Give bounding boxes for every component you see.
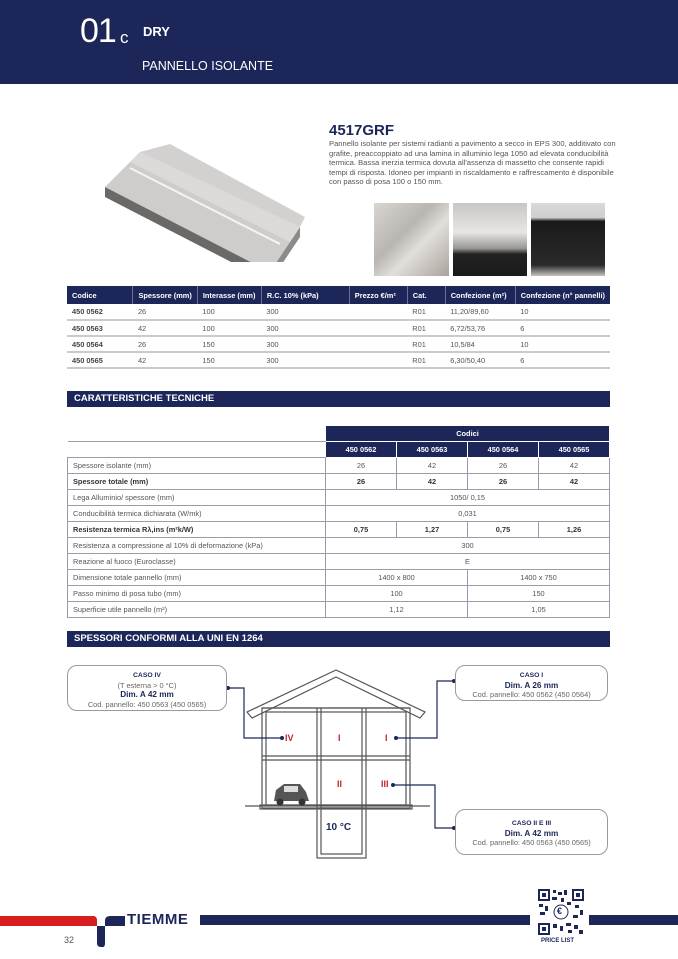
callout-codes: Cod. pannello: 450 0563 (450 0565) — [472, 838, 591, 847]
cell: 6 — [515, 352, 610, 368]
callout-note: (T esterna > 0 °C) — [117, 680, 177, 690]
price-table — [67, 286, 610, 369]
callout-title: CASO I — [519, 672, 544, 679]
product-photo-detail-1 — [374, 203, 449, 276]
cell: 300 — [261, 304, 349, 320]
spec-label: Spessore isolante (mm) — [68, 458, 326, 474]
section-number: 01 — [80, 12, 116, 50]
spec-value: 26 — [326, 458, 397, 474]
cell: 26 — [133, 336, 197, 352]
cell: 450 0563 — [67, 320, 133, 336]
footer-blue-stripe — [200, 915, 530, 925]
spec-label: Superficie utile pannello (m²) — [68, 602, 326, 618]
room-label-iv: IV — [285, 733, 294, 743]
spec-value: 1050/ 0,15 — [326, 490, 610, 506]
col-header: Confezione (m²) — [445, 286, 515, 304]
callout-dimension: Dim. A 26 mm — [504, 680, 559, 690]
qr-label: PRICE LIST — [541, 938, 575, 944]
spec-label: Reazione al fuoco (Euroclasse) — [68, 554, 326, 570]
cell: 450 0564 — [67, 336, 133, 352]
cell: 300 — [261, 352, 349, 368]
code-header: 450 0564 — [468, 442, 539, 458]
code-header: 450 0563 — [397, 442, 468, 458]
spec-value: 42 — [539, 458, 610, 474]
cell: 100 — [197, 304, 261, 320]
room-label-i: I — [338, 733, 341, 743]
page-title: PANNELLO ISOLANTE — [142, 59, 274, 73]
col-header: Confezione (n° pannelli) — [515, 286, 610, 304]
cell: 150 — [197, 336, 261, 352]
spec-row — [68, 554, 610, 570]
spec-label: Resistenza termica Rλ,ins (m²k/W) — [68, 522, 326, 538]
code-header: 450 0565 — [539, 442, 610, 458]
spec-value: 42 — [539, 474, 610, 490]
callout-dimension: Dim. A 42 mm — [120, 690, 174, 699]
spec-value: 26 — [468, 458, 539, 474]
cell: 11,20/89,60 — [445, 304, 515, 320]
spec-value: 42 — [397, 458, 468, 474]
spec-label: Spessore totale (mm) — [68, 474, 326, 490]
room-label-iii: III — [381, 779, 389, 789]
table-row — [67, 352, 610, 368]
spec-row — [68, 538, 610, 554]
spec-value: 42 — [397, 474, 468, 490]
callout-codes: Cod. pannello: 450 0562 (450 0564) — [472, 690, 591, 699]
spec-value: 26 — [468, 474, 539, 490]
cell: R01 — [407, 320, 445, 336]
spec-value: E — [326, 554, 610, 570]
spec-label: Passo minimo di posa tubo (mm) — [68, 586, 326, 602]
table-row — [67, 304, 610, 320]
section-heading-uni: SPESSORI CONFORMI ALLA UNI EN 1264 — [67, 631, 610, 647]
spec-row — [68, 522, 610, 538]
spec-value: 300 — [326, 538, 610, 554]
brand-name: TIEMME — [127, 911, 189, 928]
callout-dimension: Dim. A 42 mm — [504, 828, 559, 838]
cell: 6,72/53,76 — [445, 320, 515, 336]
category-label: DRY — [143, 24, 170, 39]
cell — [349, 304, 407, 320]
col-header: R.C. 10% (kPa) — [261, 286, 349, 304]
cell: 42 — [133, 320, 197, 336]
spec-label: Lega Alluminio/ spessore (mm) — [68, 490, 326, 506]
room-label-ii: II — [337, 779, 343, 789]
callout-title: CASO II E III — [511, 820, 552, 827]
product-photo-detail-3 — [531, 203, 605, 276]
tiemme-logo-icon — [75, 913, 125, 948]
cell — [349, 352, 407, 368]
col-header: Codice — [67, 286, 133, 304]
spec-row — [68, 506, 610, 522]
table-row — [67, 320, 610, 336]
car-icon — [274, 784, 309, 806]
spec-row — [68, 586, 610, 602]
callout-title: CASO IV — [133, 672, 161, 679]
tech-specs-table — [67, 425, 610, 618]
col-header: Cat. — [407, 286, 445, 304]
spec-label: Dimensione totale pannello (mm) — [68, 570, 326, 586]
cell: 100 — [197, 320, 261, 336]
col-header: Spessore (mm) — [133, 286, 197, 304]
spec-value: 26 — [326, 474, 397, 490]
cell: 6 — [515, 320, 610, 336]
spec-value: 1400 x 750 — [468, 570, 610, 586]
basement-temperature: 10 °C — [326, 822, 352, 833]
product-description: Pannello isolante per sistemi radianti a pavimento a secco in EPS 300, additivato con grafite, preaccoppiato ad una lamina in alluminio lega 1050 ad elevata conducibilità termica. Bassa inerzia termica dovuta all'assenza di massetto che consente rapidi tempi di risposta. Idoneo per impianti in riscaldamento e raffrescamento è disponibile con passo di posa 100 o 150 mm. — [329, 139, 616, 187]
spec-value: 0,75 — [468, 522, 539, 538]
cell: 6,30/50,40 — [445, 352, 515, 368]
spec-value: 1,27 — [397, 522, 468, 538]
spec-row — [68, 474, 610, 490]
cell: 26 — [133, 304, 197, 320]
spec-value: 1400 x 800 — [326, 570, 468, 586]
cell: 10 — [515, 336, 610, 352]
product-code: 4517GRF — [329, 122, 395, 139]
callout-codes: Cod. pannello: 450 0563 (450 0565) — [87, 699, 207, 709]
price-table-header — [67, 286, 610, 304]
cell — [349, 320, 407, 336]
callout-case-ii-iii — [455, 809, 608, 855]
page-header — [0, 0, 678, 84]
section-heading-tech: CARATTERISTICHE TECNICHE — [67, 391, 610, 407]
product-photo-detail-2 — [453, 203, 527, 276]
room-label-i: I — [385, 733, 388, 743]
spec-value: 0,75 — [326, 522, 397, 538]
spec-value: 1,12 — [326, 602, 468, 618]
cell: 450 0562 — [67, 304, 133, 320]
euro-icon: € — [557, 906, 563, 916]
spec-row — [68, 570, 610, 586]
cell: 10 — [515, 304, 610, 320]
blank-cell — [68, 442, 326, 458]
cell: 300 — [261, 336, 349, 352]
panel-product-image — [100, 132, 320, 262]
page-number: 32 — [64, 935, 75, 945]
col-header: Interasse (mm) — [197, 286, 261, 304]
spec-row — [68, 458, 610, 474]
spec-label: Conducibilità termica dichiarata (W/mk) — [68, 506, 326, 522]
col-header: Prezzo €/m² — [349, 286, 407, 304]
codes-header: Codici — [326, 426, 610, 442]
footer-blue-stripe — [589, 915, 678, 925]
cell: 42 — [133, 352, 197, 368]
spec-value: 1,26 — [539, 522, 610, 538]
table-row — [67, 336, 610, 352]
spec-label: Resistenza a compressione al 10% di deformazione (kPa) — [68, 538, 326, 554]
cell: R01 — [407, 336, 445, 352]
spec-value: 100 — [326, 586, 468, 602]
spec-row — [68, 602, 610, 618]
code-header: 450 0562 — [326, 442, 397, 458]
cell — [349, 336, 407, 352]
callout-case-i — [455, 665, 608, 701]
footer-red-stripe — [0, 916, 75, 926]
cell: R01 — [407, 352, 445, 368]
cell: R01 — [407, 304, 445, 320]
spec-value: 150 — [468, 586, 610, 602]
callout-case-iv — [67, 665, 227, 711]
cell: 10,5/84 — [445, 336, 515, 352]
spec-value: 1,05 — [468, 602, 610, 618]
spec-row — [68, 490, 610, 506]
cell: 150 — [197, 352, 261, 368]
cell: 300 — [261, 320, 349, 336]
blank-cell — [68, 426, 326, 442]
spec-value: 0,031 — [326, 506, 610, 522]
cell: 450 0565 — [67, 352, 133, 368]
section-suffix: c — [120, 28, 129, 47]
